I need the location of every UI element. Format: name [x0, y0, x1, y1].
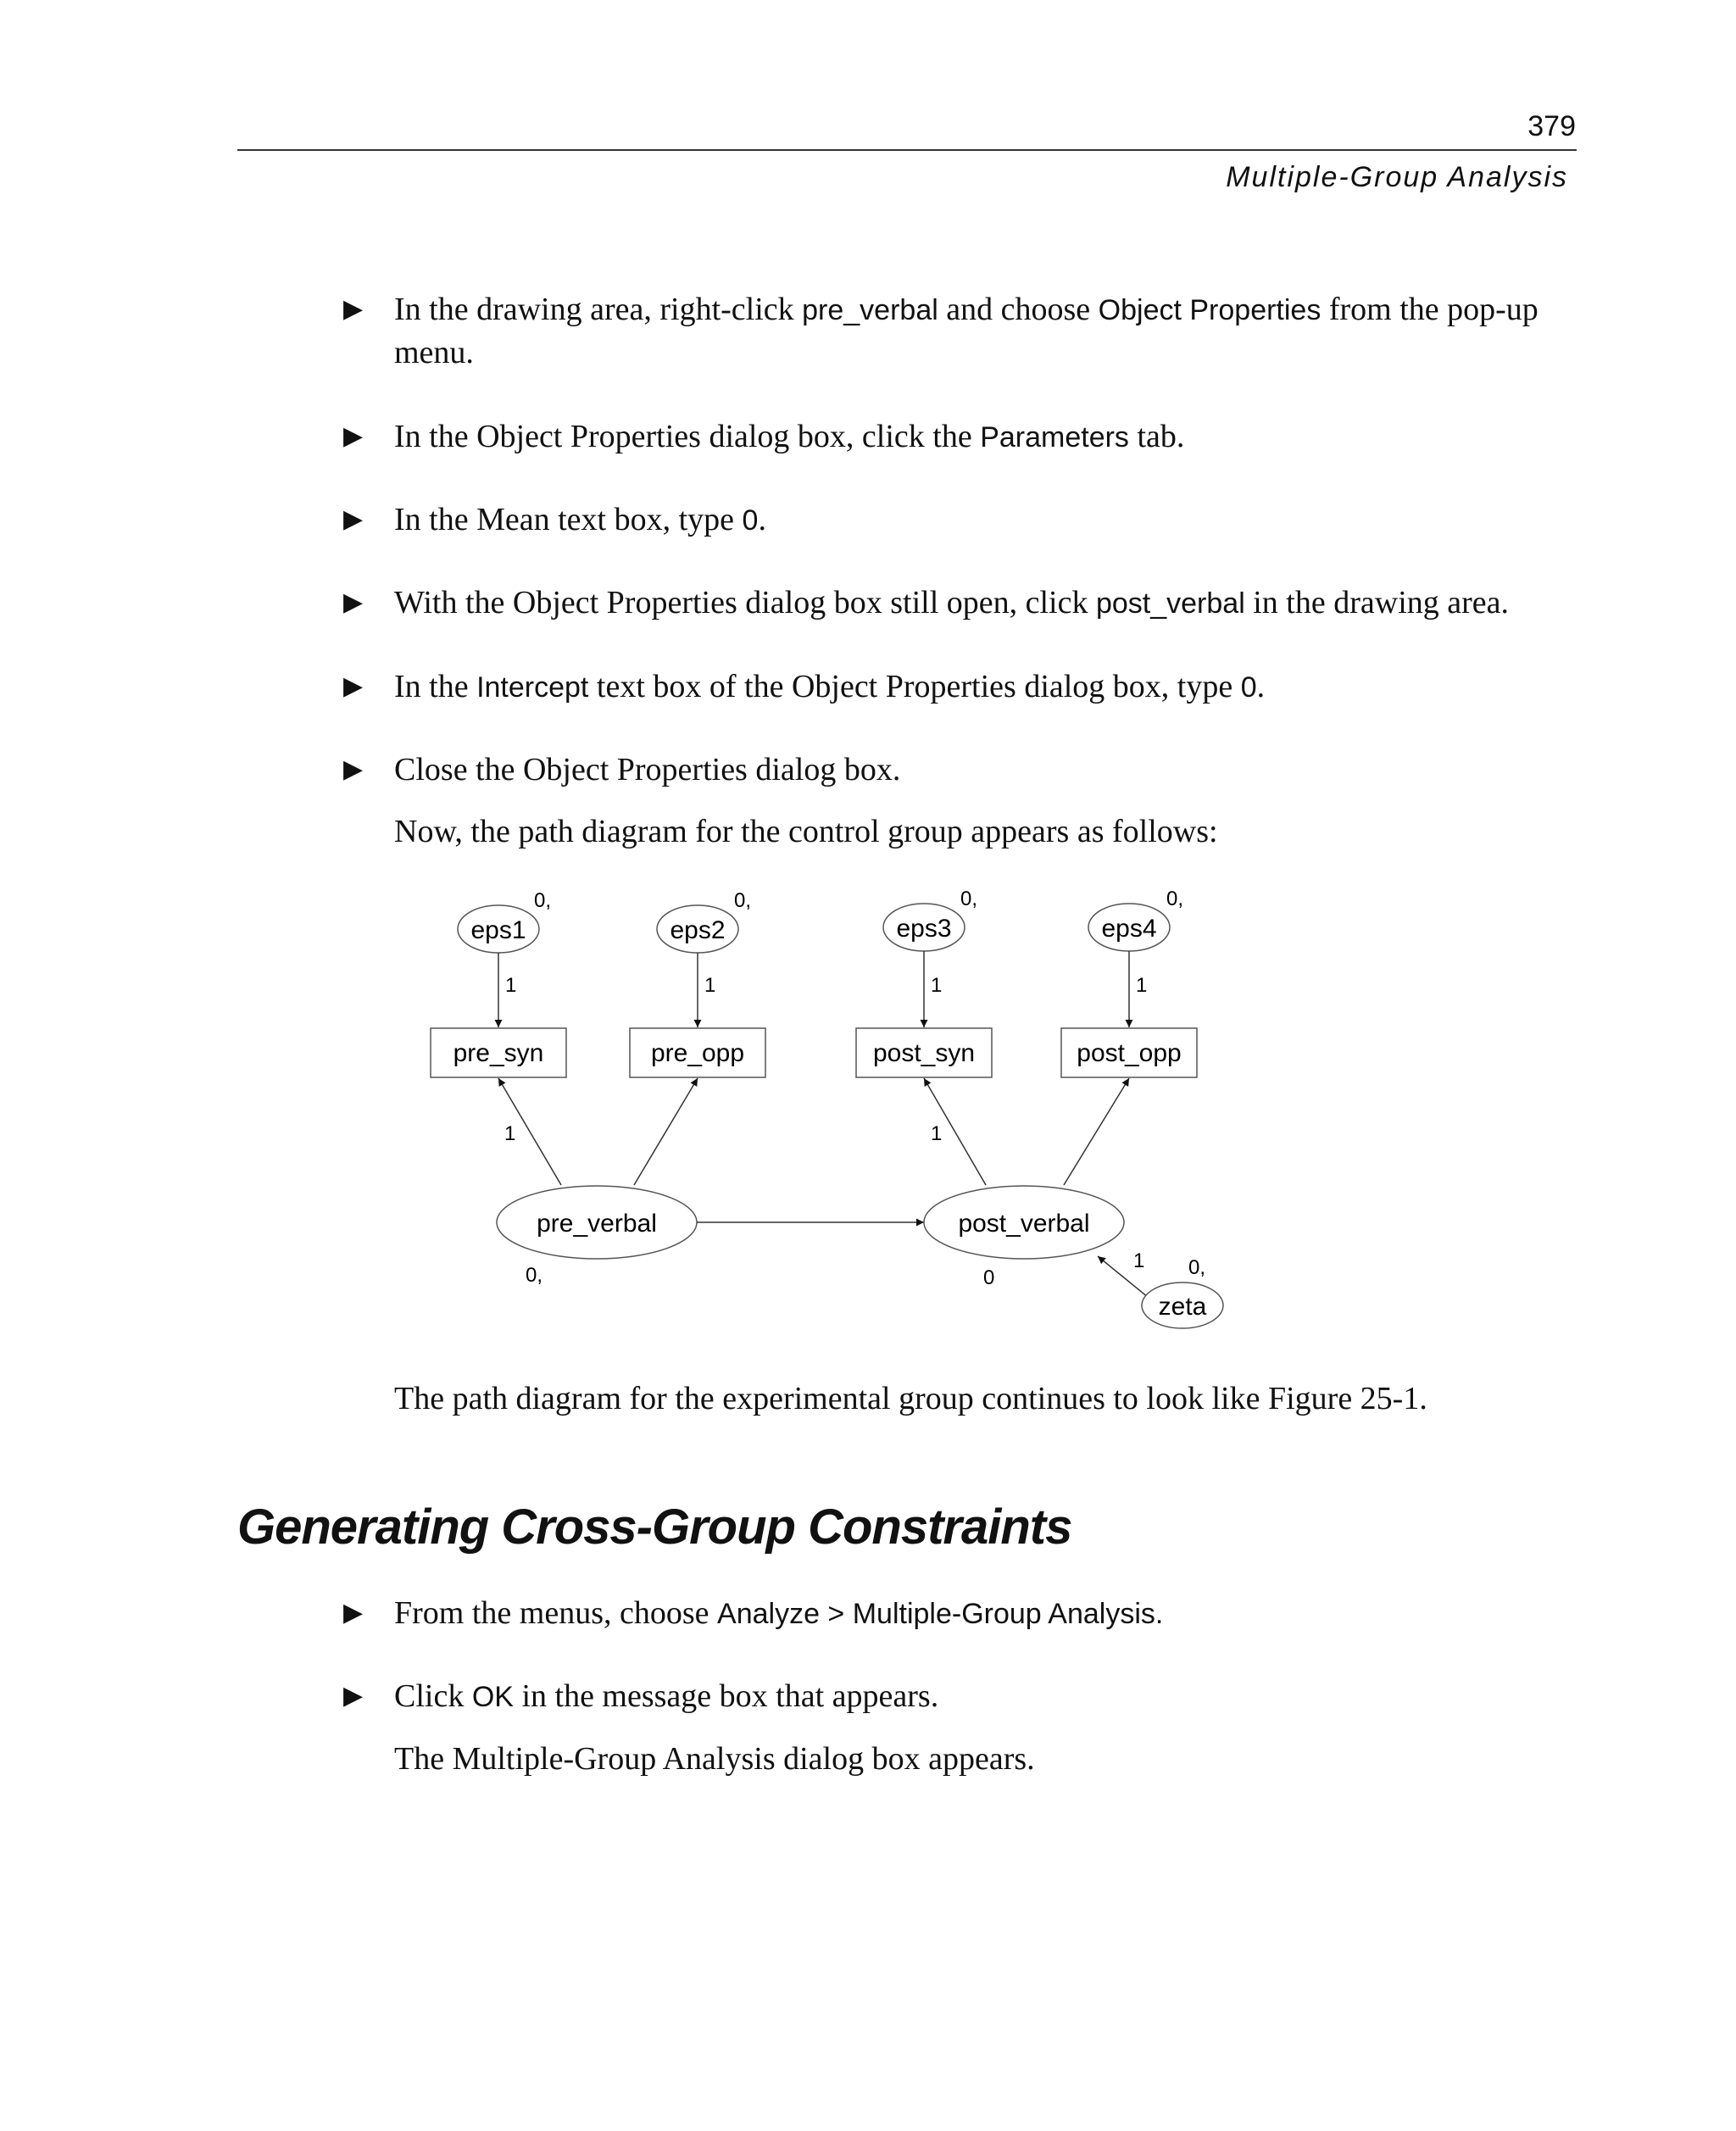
path-weight-label: 1 — [1133, 1249, 1145, 1272]
step-text: Close the Object Properties dialog box. — [394, 752, 901, 787]
node-label: post_opp — [1077, 1039, 1182, 1067]
node-label: pre_syn — [453, 1039, 544, 1067]
error-mean-label: 0, — [960, 887, 978, 910]
path-weight-label: 1 — [504, 1122, 516, 1145]
error-eps3 — [883, 904, 965, 951]
node-label: post_syn — [872, 1039, 976, 1067]
path-weight-label: 1 — [505, 974, 517, 997]
node-label: post_verbal — [958, 1210, 1090, 1238]
para-after-diagram: The path diagram for the experimental group continues to look like Figure 25-1. — [394, 1381, 1427, 1416]
ui-term: 0 — [1240, 671, 1257, 704]
step-text: In the drawing area, right-click pre_verbal and choose Object Properties from the pop-up menu. — [394, 292, 1538, 370]
step-text: In the Intercept text box of the Object Properties dialog box, type 0. — [394, 669, 1266, 704]
ui-term: Parameters — [980, 421, 1129, 453]
observed-pre-opp — [630, 1028, 765, 1077]
path-weight-label: 1 — [1136, 974, 1148, 997]
ui-term: Analyze — [717, 1598, 820, 1630]
bullet-icon: ▶ — [343, 1681, 364, 1711]
path-weight-label: 1 — [931, 1122, 943, 1145]
bullet-icon: ▶ — [343, 504, 364, 534]
bullet-icon: ▶ — [343, 421, 364, 451]
node-label: pre_verbal — [537, 1210, 657, 1238]
bullet-icon: ▶ — [343, 587, 364, 617]
observed-post-opp — [1061, 1028, 1197, 1077]
path-arrow — [1064, 1078, 1129, 1185]
menu-separator: > — [819, 1598, 853, 1630]
disturbance-mean-label: 0, — [1188, 1256, 1206, 1279]
latent-intercept-label: 0 — [983, 1266, 995, 1289]
error-eps2 — [657, 905, 738, 953]
error-mean-label: 0, — [534, 889, 552, 912]
ui-term: Intercept — [476, 671, 589, 704]
observed-pre-syn — [431, 1028, 566, 1077]
step-text: In the Object Properties dialog box, click the Parameters tab. — [394, 419, 1185, 454]
path-weight-label: 1 — [931, 974, 943, 997]
para-before-diagram: Now, the path diagram for the control group appears as follows: — [394, 814, 1218, 849]
ui-term: post_verbal — [1095, 587, 1245, 620]
disturbance-zeta — [1142, 1282, 1223, 1328]
running-header: Multiple-Group Analysis — [1226, 161, 1568, 193]
node-label: eps1 — [470, 916, 526, 944]
error-mean-label: 0, — [1166, 887, 1184, 910]
bullet-icon: ▶ — [343, 671, 364, 701]
bullet-icon: ▶ — [343, 294, 364, 324]
bullet-icon: ▶ — [343, 1598, 364, 1627]
error-eps1 — [458, 905, 539, 953]
latent-post-verbal — [924, 1186, 1124, 1259]
ui-term: Multiple-Group Analysis. — [852, 1598, 1164, 1630]
latent-mean-label: 0, — [526, 1264, 543, 1287]
observed-post-syn — [856, 1028, 992, 1077]
section-heading: Generating Cross-Group Constraints — [237, 1499, 1072, 1555]
step-text: From the menus, choose Analyze > Multiple-Group Analysis. — [394, 1595, 1164, 1631]
node-label: zeta — [1158, 1293, 1207, 1321]
bullet-icon: ▶ — [343, 754, 364, 784]
ui-term: 0 — [742, 504, 759, 537]
node-label: eps3 — [896, 915, 952, 943]
header-rule — [237, 149, 1577, 151]
path-diagram — [407, 882, 1255, 1339]
step-text: Click OK in the message box that appears. — [394, 1678, 939, 1714]
ui-term: Object Properties — [1098, 294, 1321, 326]
ui-term: OK — [471, 1681, 514, 1713]
node-label: eps4 — [1101, 915, 1157, 943]
step-text: In the Mean text box, type 0. — [394, 502, 766, 537]
para-final: The Multiple-Group Analysis dialog box appears. — [394, 1741, 1035, 1777]
ui-term: pre_verbal — [802, 294, 938, 326]
error-mean-label: 0, — [734, 889, 752, 912]
node-label: eps2 — [670, 916, 726, 944]
error-eps4 — [1088, 904, 1170, 951]
page-number: 379 — [1527, 110, 1576, 142]
node-label: pre_opp — [650, 1039, 745, 1067]
latent-pre-verbal — [497, 1186, 697, 1259]
path-weight-label: 1 — [704, 974, 716, 997]
path-arrow — [634, 1078, 698, 1185]
step-text: With the Object Properties dialog box still open, click post_verbal in the drawing area. — [394, 585, 1510, 620]
